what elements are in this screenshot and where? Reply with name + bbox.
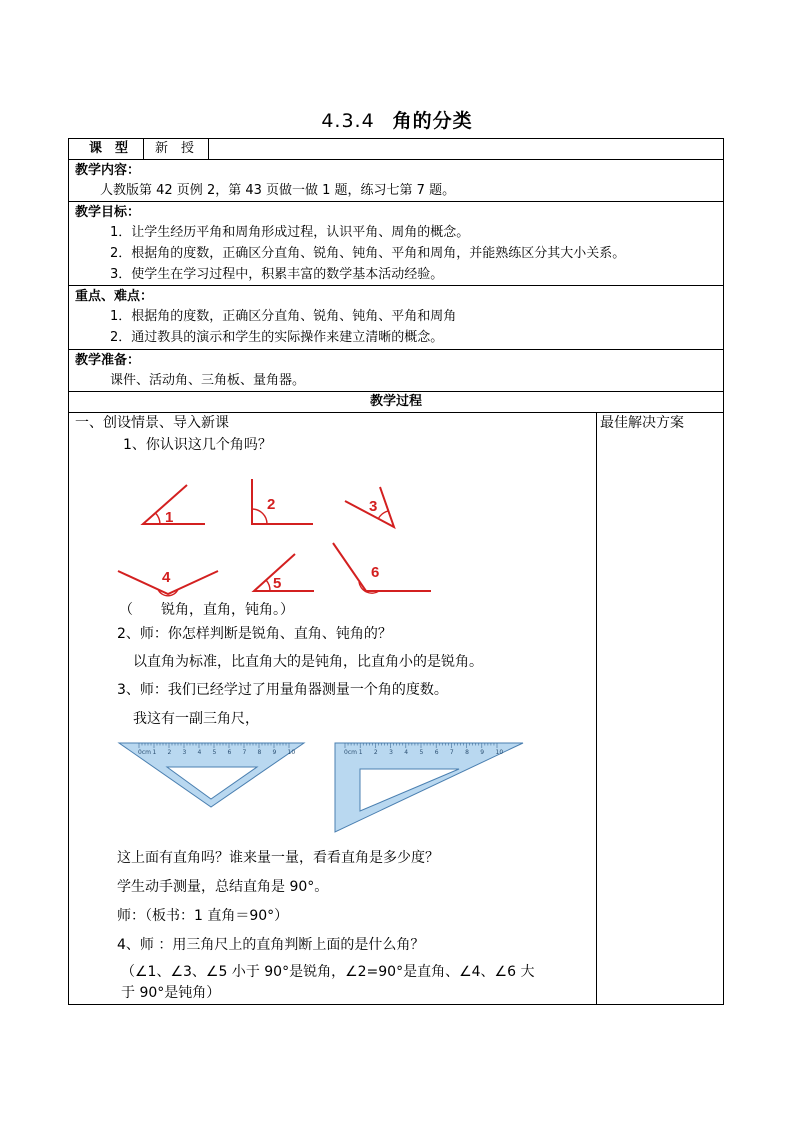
- col-divider: [596, 412, 597, 1005]
- answer-1: （ 锐角，直角，钝角。）: [119, 602, 294, 618]
- preparation-text: 课件、活动角、三角板、量角器。: [110, 373, 306, 388]
- goal-item: 2．根据角的度数，正确区分直角、锐角、钝角、平角和周角，并能熟练区分其大小关系。: [110, 246, 626, 261]
- question-3e: 师：（板书：1 直角＝90°）: [117, 908, 289, 924]
- content-heading: 教学内容：: [75, 163, 141, 178]
- answer-2: 以直角为标准，比直角大的是钝角，比直角小的是锐角。: [133, 654, 483, 670]
- angle-3: [345, 487, 394, 527]
- content-text: 人教版第 42 页例 2，第 43 页做一做 1 题，练习七第 7 题。: [100, 183, 456, 198]
- key-point-item: 1．根据角的度数，正确区分直角、锐角、钝角、平角和周角: [110, 309, 457, 324]
- ruler-number: 7: [242, 749, 247, 756]
- ruler-number: 2: [373, 749, 378, 756]
- set-square-30: [335, 743, 523, 832]
- course-type-label: 课 型: [89, 141, 129, 156]
- section-heading: 一、创设情景、导入新课: [75, 415, 229, 431]
- ruler-number: 2: [167, 749, 172, 756]
- ruler-number: 10: [287, 749, 296, 756]
- ruler-number: 3: [389, 749, 393, 756]
- lesson-plan-table: [68, 138, 724, 1005]
- ruler-number: 0cm: [344, 749, 357, 756]
- process-heading: 教学过程: [369, 394, 422, 409]
- key-point-item: 2．通过教具的演示和学生的实际操作来建立清晰的概念。: [110, 330, 444, 345]
- answer-4-line2: 于 90°是钝角）: [121, 985, 221, 1001]
- goals-heading: 教学目标：: [75, 205, 141, 220]
- set-squares: [119, 741, 539, 841]
- question-1: 1、你认识这几个角吗？: [123, 437, 272, 453]
- row-divider: [69, 159, 723, 160]
- ruler-number: 9: [480, 749, 485, 756]
- question-2: 2、师：你怎样判断是锐角、直角、钝角的？: [117, 626, 392, 642]
- angle-figures: [113, 479, 433, 619]
- row-divider: [69, 349, 723, 350]
- angle-5: [254, 554, 314, 592]
- ruler-number: 8: [257, 749, 262, 756]
- key-points-heading: 重点、难点：: [75, 289, 154, 304]
- angle-label: 2: [267, 496, 276, 513]
- ruler-number: 3: [182, 749, 187, 756]
- question-3b: 我这有一副三角尺，: [133, 711, 259, 727]
- preparation-heading: 教学准备：: [75, 353, 141, 368]
- angle-6: [333, 543, 431, 593]
- ruler-number: 6: [434, 749, 439, 756]
- ruler-number: 5: [419, 749, 424, 756]
- question-3c: 这上面有直角吗？谁来量一量，看看直角是多少度？: [117, 850, 439, 866]
- angle-label: 1: [165, 509, 174, 526]
- angle-1: [143, 485, 205, 526]
- angle-label: 5: [273, 575, 282, 592]
- angle-4: [118, 569, 218, 596]
- ruler-number: 0cm: [138, 749, 151, 756]
- title-text: 角的分类: [392, 110, 473, 132]
- angle-label: 6: [371, 564, 380, 581]
- section-number: 4.3.4: [321, 110, 375, 132]
- question-3d: 学生动手测量，总结直角是 90°。: [117, 879, 329, 895]
- ruler-number: 1: [152, 749, 157, 756]
- ruler-number: 7: [449, 749, 454, 756]
- goal-item: 3．使学生在学习过程中，积累丰富的数学基本活动经验。: [110, 267, 444, 282]
- ruler-number: 5: [212, 749, 217, 756]
- ruler-number: 6: [227, 749, 232, 756]
- ruler-number: 8: [465, 749, 469, 756]
- angle-2: [252, 479, 313, 524]
- ruler-number: 10: [495, 749, 504, 756]
- ruler-number: 4: [197, 749, 202, 756]
- side-heading: 最佳解决方案: [600, 415, 684, 431]
- col-divider: [143, 139, 144, 159]
- ruler-number: 9: [272, 749, 277, 756]
- course-type-value: 新 授: [155, 141, 195, 156]
- angle-label: 4: [162, 569, 171, 586]
- col-divider: [208, 139, 209, 159]
- question-3: 3、师：我们已经学过了用量角器测量一个角的度数。: [117, 682, 448, 698]
- row-divider: [69, 285, 723, 286]
- set-square-45: [119, 743, 304, 807]
- ruler-number: 1: [358, 749, 363, 756]
- angle-label: 3: [369, 498, 378, 515]
- row-divider: [69, 201, 723, 202]
- ruler-number: 4: [404, 749, 409, 756]
- question-4: 4、师 ：用三角尺上的直角判断上面的是什么角？: [117, 937, 425, 953]
- goal-item: 1．让学生经历平角和周角形成过程，认识平角、周角的概念。: [110, 225, 470, 240]
- page-title: [0, 106, 794, 133]
- answer-4-line1: （∠1、∠3、∠5 小于 90°是锐角，∠2=90°是直角、∠4、∠6 大: [121, 964, 535, 980]
